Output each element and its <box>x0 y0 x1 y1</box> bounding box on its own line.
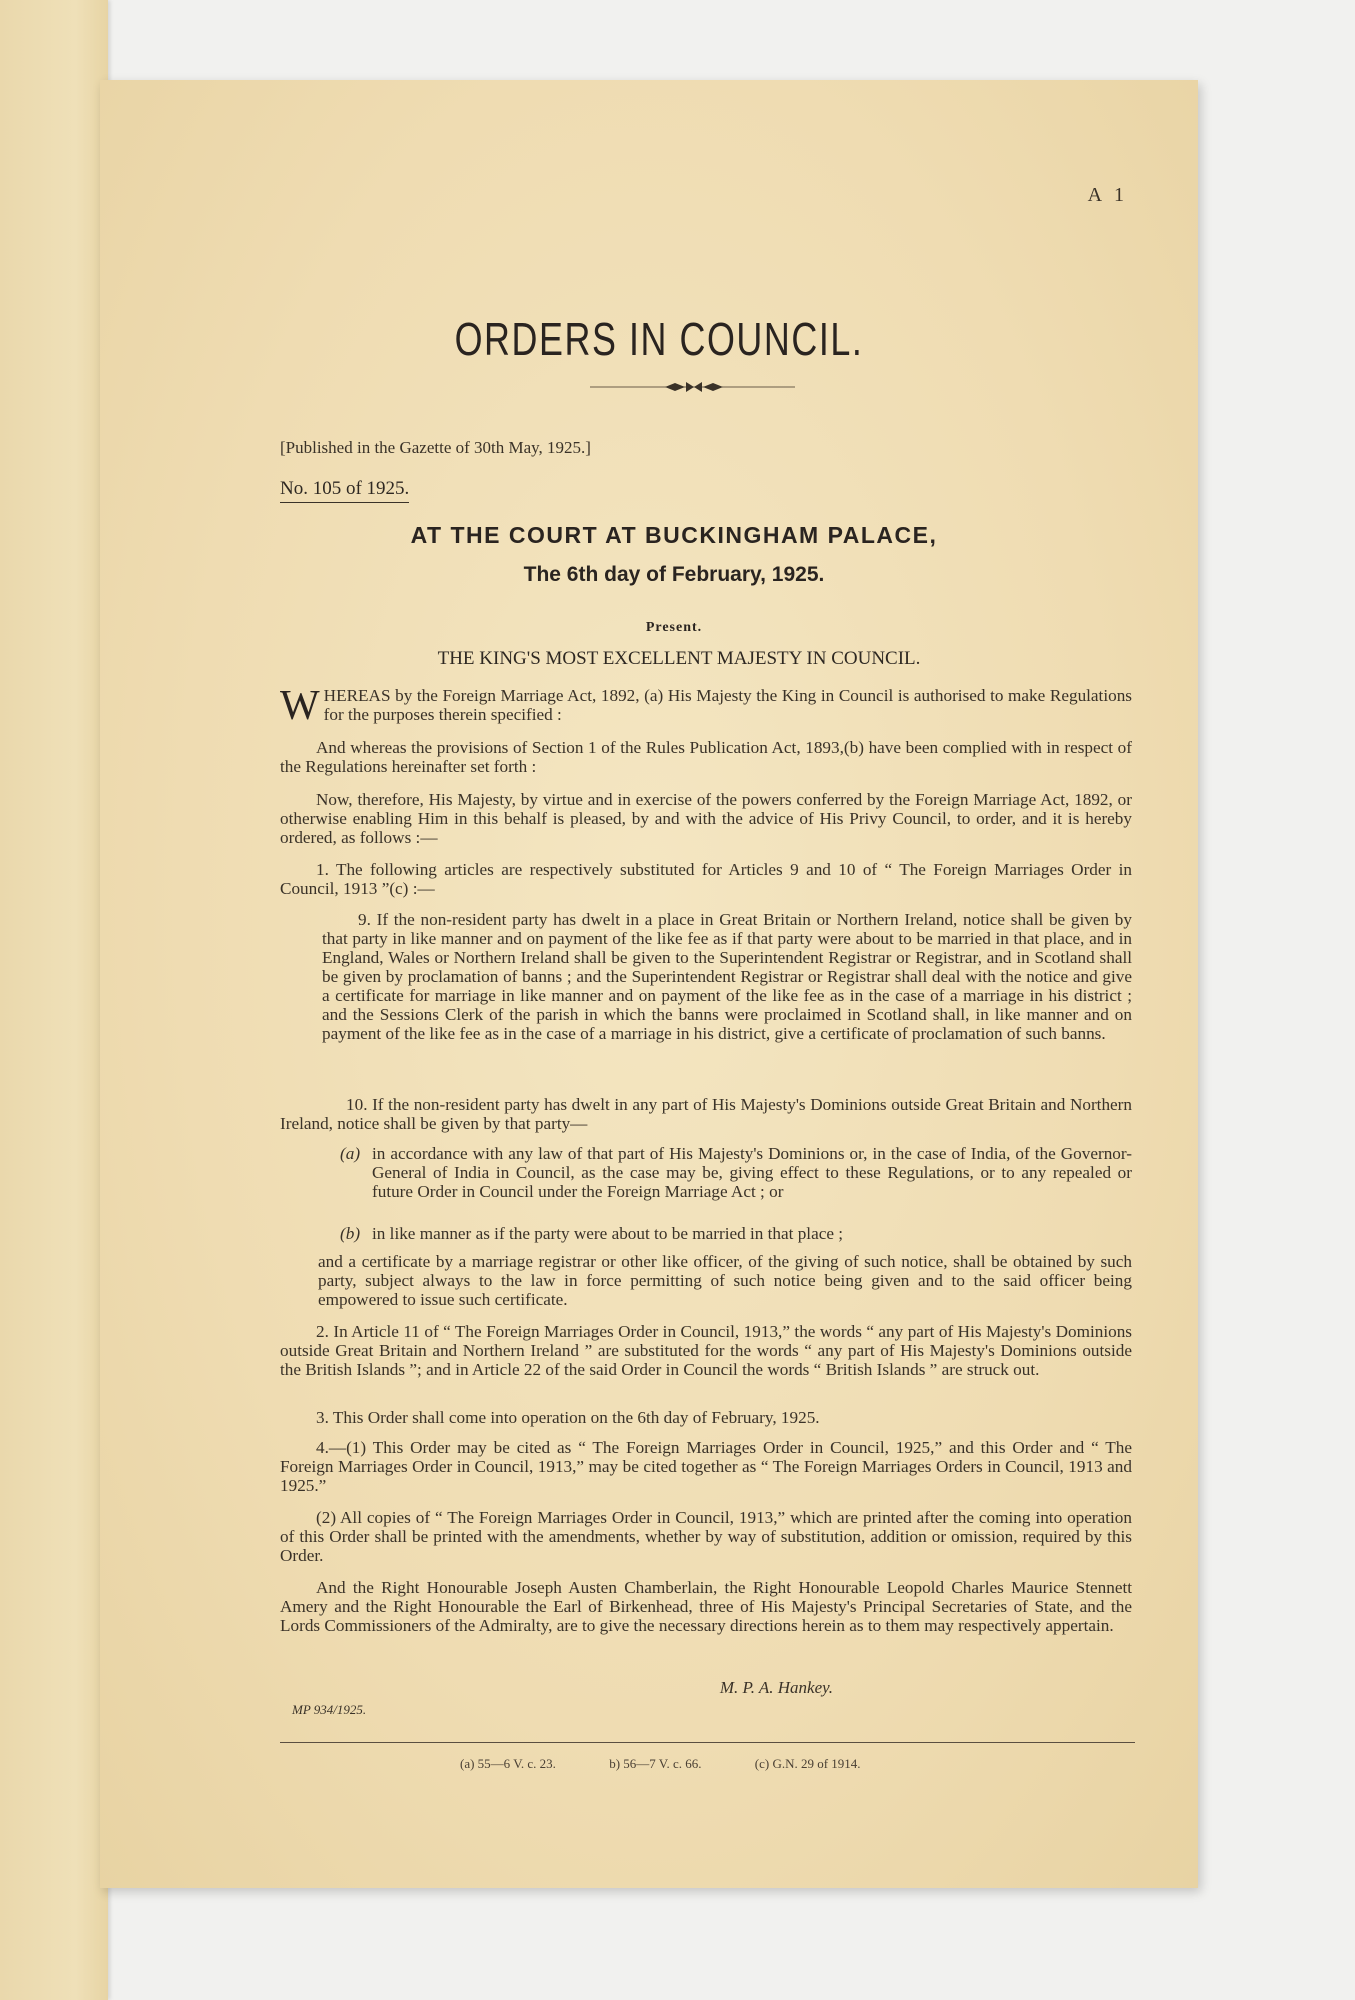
paragraph-4-2: (2) All copies of “ The Foreign Marriages Order in Council, 1913,” which are printed after the coming into operation of this Order shall be printed with the amendments, whether by way of substitution, addition or omission, required by this Order. <box>280 1508 1132 1565</box>
publication-note: [Published in the Gazette of 30th May, 1925.] <box>280 438 591 457</box>
paragraph-final: And the Right Honourable Joseph Austen Chamberlain, the Right Honourable Leopold Charles Maurice Stennett Amery and the Right Honourable the Earl of Birkenhead, three of His Majesty's Principal Secretaries of State, and the Lords Commissioners of the Admiralty, are to give the necessary directions herein as to them may respectively appertain. <box>280 1578 1132 1635</box>
paragraph-and-whereas: And whereas the provisions of Section 1 of the Rules Publication Act, 1893,(b) have been complied with in respect of the Regulations hereinafter set forth : <box>280 738 1132 776</box>
drop-cap: W <box>280 683 320 729</box>
paragraph-now-therefore: Now, therefore, His Majesty, by virtue and in exercise of the powers conferred by the Foreign Marriage Act, 1892, or otherwise enabling Him in this behalf is pleased, by and with the advice of His Privy Council, to order, and it is hereby ordered, as follows :— <box>280 790 1132 847</box>
footnote-b: b) 56—7 V. c. 66. <box>609 1756 702 1771</box>
signature: M. P. A. Hankey. <box>719 1678 833 1697</box>
present-label: Present. <box>645 620 703 635</box>
footnotes <box>460 1756 911 1772</box>
item-a: in accordance with any law of that part of His Majesty's Dominions or, in the case of India, of the Governor-General of India in Council, as the case may be, giving effect to these Regulations, or to any repealed or future Order in Council under the Foreign Marriage Act ; or <box>372 1144 1132 1201</box>
paragraph-1: 1. The following articles are respectively substituted for Articles 9 and 10 of “ The Foreign Marriages Order in Council, 1913 ”(c) :— <box>280 860 1132 898</box>
item-b: in like manner as if the party were about to be married in that place ; <box>372 1224 844 1243</box>
order-number: No. 105 of 1925. <box>280 478 409 503</box>
court-heading: AT THE COURT AT BUCKINGHAM PALACE, <box>410 522 938 548</box>
facing-page-edge <box>0 0 108 2000</box>
item-b-label: (b) <box>340 1224 361 1243</box>
footnote-c: (c) G.N. 29 of 1914. <box>754 1756 861 1771</box>
court-date: The 6th day of February, 1925. <box>523 563 825 586</box>
footnote-a: (a) 55—6 V. c. 23. <box>460 1756 556 1771</box>
paragraph-certificate: and a certificate by a marriage registrar or other like officer, of the giving of such notice, shall be obtained by such party, subject always to the law in force permitting of such notice being given and to the said officer being empowered to issue such certificate. <box>318 1252 1132 1309</box>
ornament-rule-icon <box>590 380 795 394</box>
article-9: 9. If the non-resident party has dwelt in a place in Great Britain or Northern Ireland, notice shall be given by that party in like manner and on payment of the like fee as if that party were about to be married in that place, and in England, Wales or Northern Ireland shall be given to the Superintendent Registrar or Registrar, and in Scotland shall be given by proclamation of banns ; and the Superintendent Registrar or Registrar shall deal with the notice and give a certificate for marriage in like manner and on payment of the like fee as in the case of a marriage in his district ; and the Sessions Clerk of the parish in which the banns were proclaimed in Scotland shall, in like manner and on payment of the like fee as in the case of a marriage in his district, give a certificate of proclamation of such banns. <box>322 910 1132 1043</box>
mp-reference: MP 934/1925. <box>292 1702 367 1717</box>
paragraph-4: 4.—(1) This Order may be cited as “ The Foreign Marriages Order in Council, 1925,” and this Order and “ The Foreign Marriages Order in Council, 1913,” may be cited together as “ The Foreign Marriages Orders in Council, 1913 and 1925.” <box>280 1438 1132 1495</box>
whereas-paragraph: WHEREAS by the Foreign Marriage Act, 1892, (a) His Majesty the King in Council is authorised to make Regulations for the purposes therein specified : <box>280 683 1132 729</box>
majesty-in-council: THE KING'S MOST EXCELLENT MAJESTY IN COUNCIL. <box>437 648 921 669</box>
page-reference: A 1 <box>1087 184 1128 206</box>
item-a-label: (a) <box>340 1144 361 1163</box>
paragraph-3: 3. This Order shall come into operation on the 6th day of February, 1925. <box>316 1408 820 1427</box>
article-10: 10. If the non-resident party has dwelt in any part of His Majesty's Dominions outside Great Britain and Northern Ireland, notice shall be given by that party— <box>280 1095 1132 1133</box>
document-page <box>100 80 1198 1888</box>
footnote-divider <box>280 1742 1135 1743</box>
page-title: ORDERS IN COUNCIL. <box>454 313 864 365</box>
paragraph-2: 2. In Article 11 of “ The Foreign Marriages Order in Council, 1913,” the words “ any part of His Majesty's Dominions outside Great Britain and Northern Ireland ” are substituted for the words “ any part of His Majesty's Dominions outside the British Islands ”; and in Article 22 of the said Order in Council the words “ British Islands ” are struck out. <box>280 1322 1132 1379</box>
